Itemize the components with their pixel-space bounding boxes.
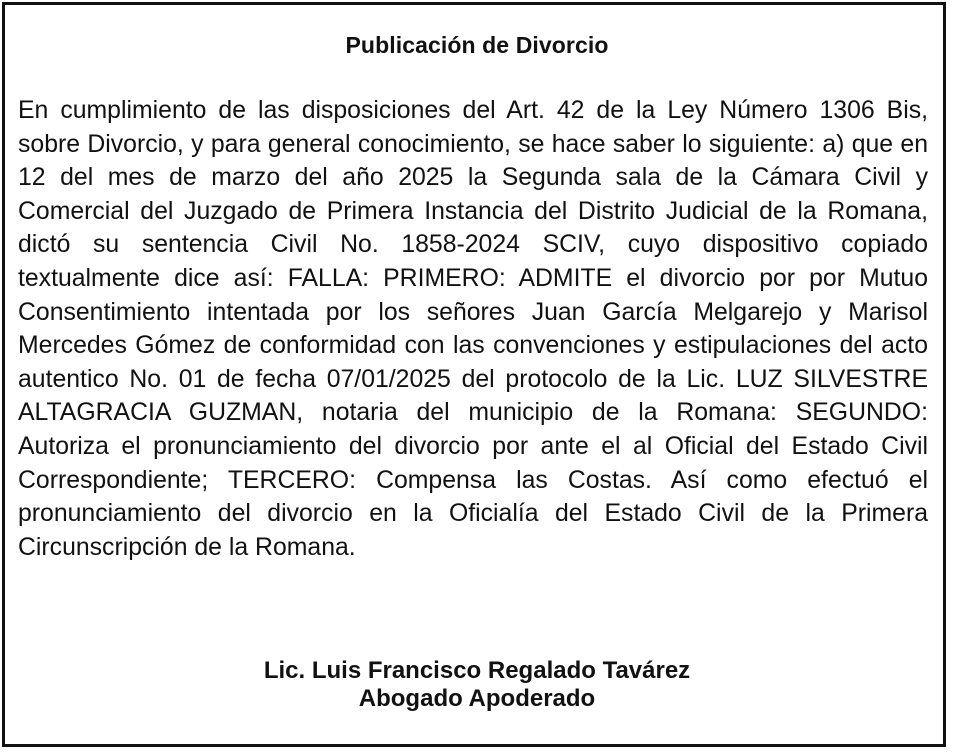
notice-body: En cumplimiento de las disposiciones del Art. 42 de la Ley Número 1306 Bis, sobre Divorcio, y para general conocimiento, se hace saber lo siguiente: a) que en 12 del mes de marzo del año 2025 la Segunda sala de la Cámara Civil y Comercial del Juzgado de Primera Instancia del Distrito Judicial de la Romana, dictó su sentencia Civil No. 1858-2024 SCIV, cuyo dispositivo copiado textualmente dice así: FALLA: PRIMERO: ADMITE el divorcio por por Mutuo Consentimiento intentada por los señores Juan García Melgarejo y Marisol Mercedes Gómez de conformidad con las convenciones y estipulaciones del acto autentico No. 01 de fecha 07/01/2025 del protocolo de la Lic. LUZ SILVESTRE ALTAGRACIA GUZMAN, notaria del municipio de la Romana: SEGUNDO: Autoriza el pronunciamiento del divorcio por ante el al Oficial del Estado Civil Correspondiente; TERCERO: Compensa las Costas. Así como efectuó el pronunciamiento del divorcio en la Oficialía del Estado Civil de la Primera Circunscripción de la Romana. xyxy=(18,97,928,561)
signature-block xyxy=(0,657,954,713)
signer-name: Lic. Luis Francisco Regalado Tavárez xyxy=(263,657,691,684)
signer-role: Abogado Apoderado xyxy=(358,685,596,712)
notice-title: Publicación de Divorcio xyxy=(345,32,609,58)
